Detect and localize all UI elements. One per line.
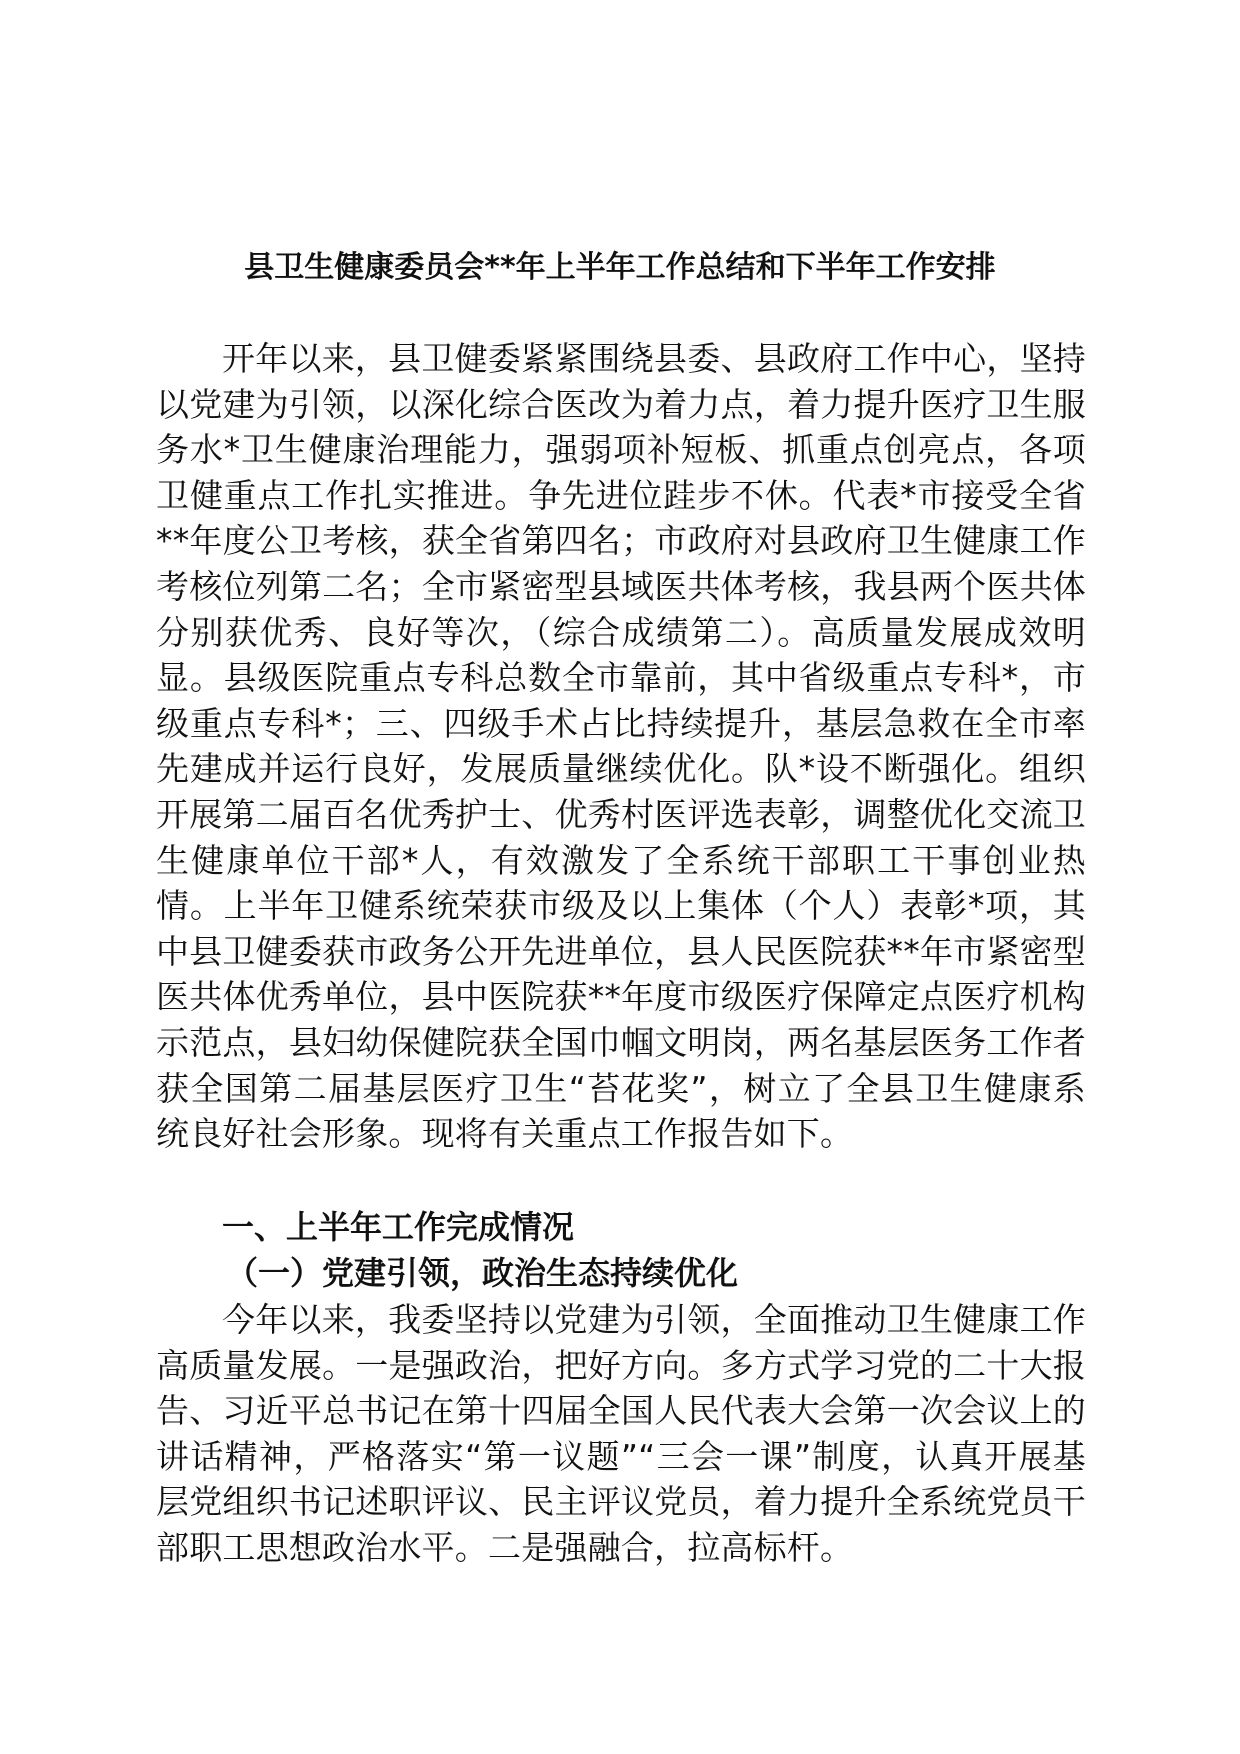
subsection-heading-party-building: （一）党建引领，政治生态持续优化: [226, 1254, 739, 1292]
section-heading-first-half-review: 一、上半年工作完成情况: [222, 1208, 575, 1246]
document-title: 县卫生健康委员会**年上半年工作总结和下半年工作安排: [244, 250, 996, 285]
subsection-paragraph-party-building: 今年以来，我委坚持以党建为引领，全面推动卫生健康工作高质量发展。一是强政治，把好方向。多方式学习党的二十大报告、习近平总书记在第十四届全国人民代表大会第一次会议上的讲话精神，严格落实“第一议题”“三会一课”制度，认真开展基层党组织书记述职评议、民主评议党员，着力提升全系统党员干部职工思想政治水平。二是强融合，拉高标杆。: [156, 1300, 1086, 1567]
intro-paragraph: 开年以来，县卫健委紧紧围绕县委、县政府工作中心，坚持以党建为引领，以深化综合医改为着力点，着力提升医疗卫生服务水*卫生健康治理能力，强弱项补短板、抓重点创亮点，各项卫健重点工作扎实推进。争先进位跬步不休。代表*市接受全省**年度公卫考核，获全省第四名；市政府对县政府卫生健康工作考核位列第二名；全市紧密型县域医共体考核，我县两个医共体分别获优秀、良好等次，（综合成绩第二）。高质量发展成效明显。县级医院重点专科总数全市靠前，其中省级重点专科*，市级重点专科*；三、四级手术占比持续提升，基层急救在全市率先建成并运行良好，发展质量继续优化。队*设不断强化。组织开展第二届百名优秀护士、优秀村医评选表彰，调整优化交流卫生健康单位干部*人，有效激发了全系统干部职工干事创业热情。上半年卫健系统荣获市级及以上集体（个人）表彰*项，其中县卫健委获市政务公开先进单位，县人民医院获**年市紧密型医共体优秀单位，县中医院获**年度市级医疗保障定点医疗机构示范点，县妇幼保健院获全国巾帼文明岗，两名基层医务工作者获全国第二届基层医疗卫生“苔花奖”，树立了全县卫生健康系统良好社会形象。现将有关重点工作报告如下。: [156, 339, 1086, 1154]
